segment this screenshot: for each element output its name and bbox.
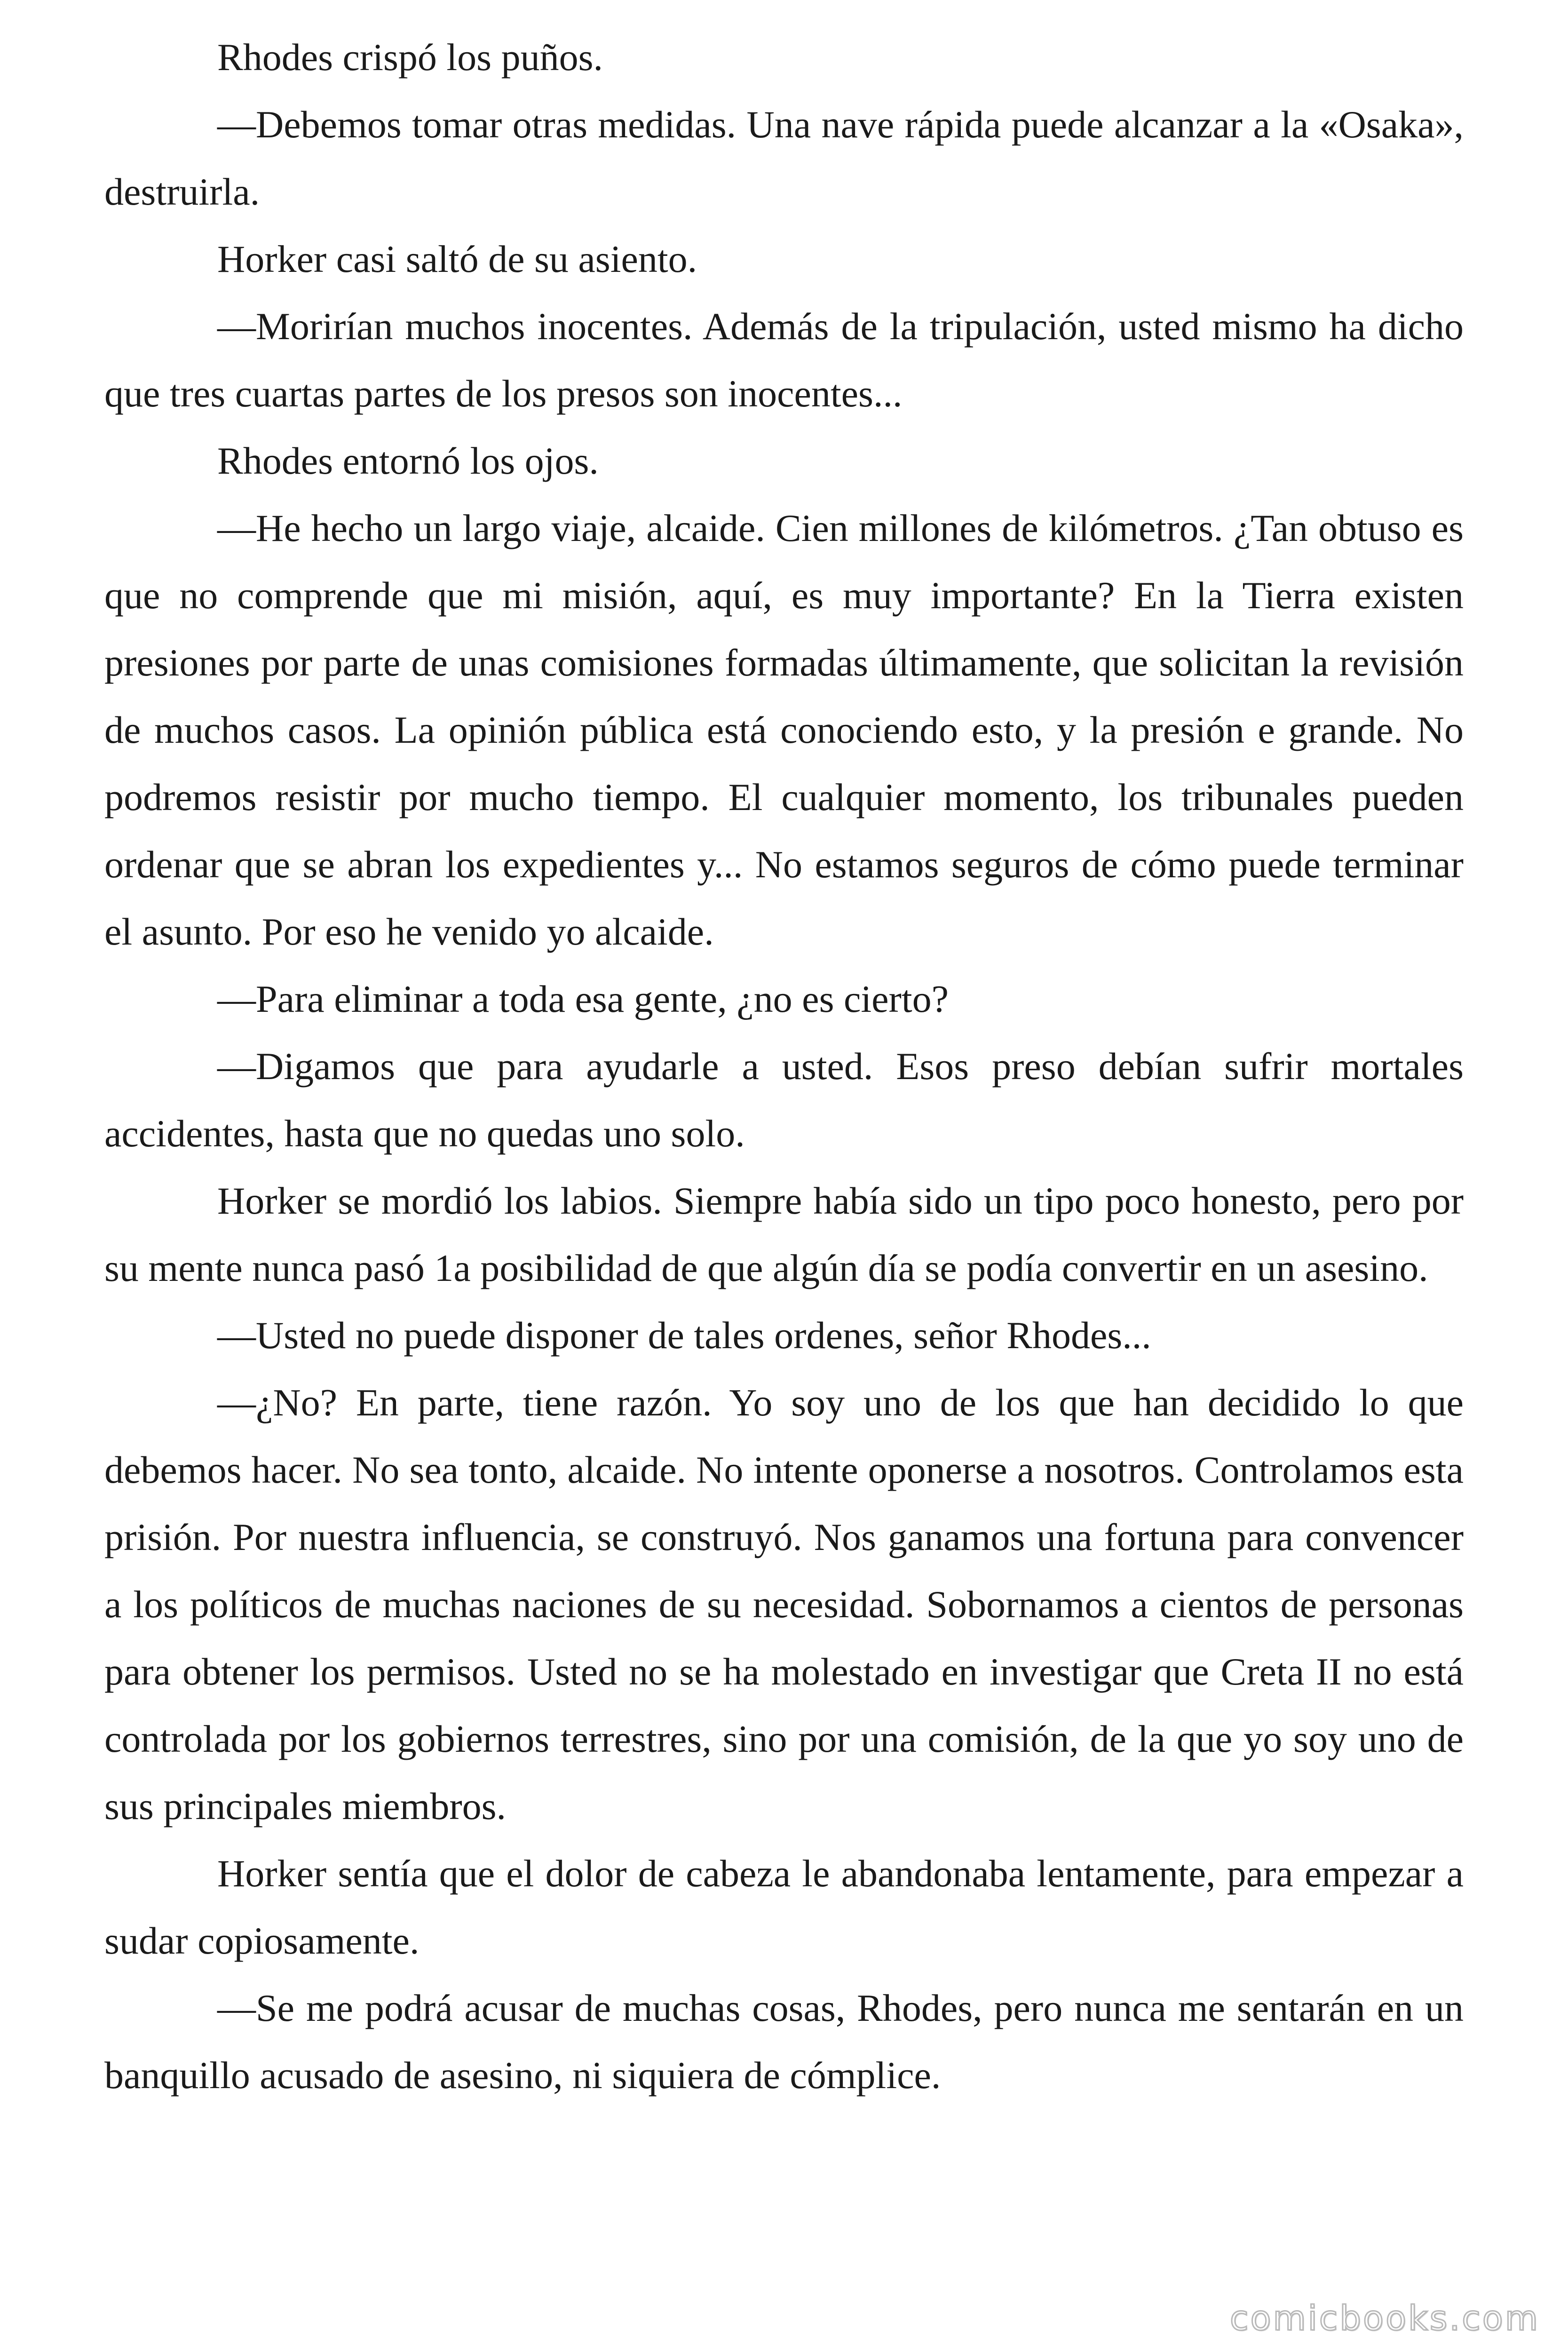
watermark: comicbooks.com	[1229, 2298, 1540, 2338]
paragraph: —¿No? En parte, tiene razón. Yo soy uno de los que han decidido lo que debemos hacer. No sea tonto, alcaide. No intente oponerse a nosotros. Controlamos esta prisión. Por nuestra influencia, se construyó. Nos ganamos una fortuna para convencer a los políticos de muchas naciones de su necesidad. Sobornamos a cientos de personas para obtener los permisos. Usted no se ha molestado en investigar que Creta II no está controlada por los gobiernos terrestres, sino por una comisión, de la que yo soy uno de sus principales miembros.	[104, 1381, 1464, 1828]
paragraph: —Digamos que para ayudarle a usted. Esos preso debían sufrir mortales accidentes, hasta que no quedas uno solo.	[104, 1045, 1464, 1155]
paragraph: —Usted no puede disponer de tales ordenes, señor Rhodes...	[217, 1314, 1151, 1357]
paragraph: Rhodes crispó los puños.	[217, 36, 603, 79]
paragraph: —Morirían muchos inocentes. Además de la tripulación, usted mismo ha dicho que tres cuartas partes de los presos son inocentes...	[104, 305, 1464, 415]
paragraph: Rhodes entornó los ojos.	[217, 439, 599, 482]
document-body	[104, 24, 1464, 2109]
paragraph: Horker se mordió los labios. Siempre había sido un tipo poco honesto, pero por su mente nunca pasó 1a posibilidad de que algún día se podía convertir en un asesino.	[104, 1179, 1464, 1289]
paragraph: —Para eliminar a toda esa gente, ¿no es cierto?	[217, 977, 949, 1020]
paragraph: —Debemos tomar otras medidas. Una nave rápida puede alcanzar a la «Osaka», destruirla.	[104, 103, 1464, 213]
paragraph: —He hecho un largo viaje, alcaide. Cien millones de kilómetros. ¿Tan obtuso es que no comprende que mi misión, aquí, es muy importante? En la Tierra existen presiones por parte de unas comisiones formadas últimamente, que solicitan la revisión de muchos casos. La opinión pública está conociendo esto, y la presión e grande. No podremos resistir por mucho tiempo. El cualquier momento, los tribunales pueden ordenar que se abran los expedientes y... No estamos seguros de cómo puede terminar el asunto. Por eso he venido yo alcaide.	[104, 507, 1464, 953]
paragraph: Horker sentía que el dolor de cabeza le abandonaba lentamente, para empezar a sudar copiosamente.	[104, 1852, 1464, 1962]
paragraph: Horker casi saltó de su asiento.	[217, 238, 697, 280]
paragraph: —Se me podrá acusar de muchas cosas, Rhodes, pero nunca me sentarán en un banquillo acusado de asesino, ni siquiera de cómplice.	[104, 1986, 1464, 2097]
